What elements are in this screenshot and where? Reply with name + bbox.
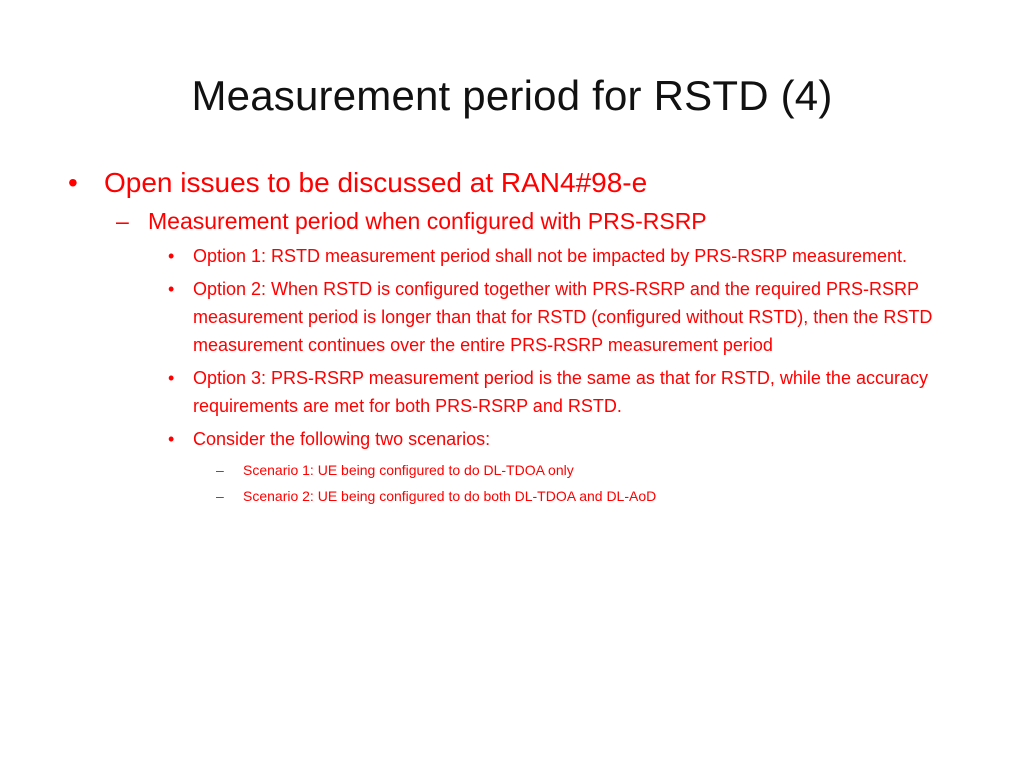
bullet-open-issues bbox=[60, 164, 980, 202]
sub-item-text: Measurement period when configured with PRS-RSRP bbox=[148, 208, 707, 234]
consider-text: Consider the following two scenarios: bbox=[193, 429, 491, 449]
bullet-icon: • bbox=[168, 368, 175, 388]
bullet-icon: • bbox=[68, 167, 78, 198]
dash-icon: – bbox=[216, 462, 224, 478]
dash-icon: – bbox=[216, 488, 224, 504]
bullet-icon: • bbox=[168, 429, 175, 449]
option-text: Option 2: When RSTD is configured together with PRS-RSRP and the required PRS-RSRP measurement period is longer than that for RSTD (configured without RSTD), then the RSTD measurement continues over the entire PRS-RSRP measurement period bbox=[193, 279, 933, 355]
dash-icon: – bbox=[116, 208, 129, 234]
bullet-icon: • bbox=[168, 279, 175, 299]
scenario-text: Scenario 2: UE being configured to do both DL-TDOA and DL-AoD bbox=[243, 488, 657, 504]
sub-item-measurement-period bbox=[60, 206, 980, 236]
scenario-2 bbox=[60, 484, 980, 508]
slide-content bbox=[60, 164, 980, 510]
option-text: Option 3: PRS-RSRP measurement period is the same as that for RSTD, while the accuracy requirements are met for both PRS-RSRP and RSTD. bbox=[193, 368, 928, 416]
bullet-text: Open issues to be discussed at RAN4#98-e bbox=[104, 167, 648, 198]
option-1 bbox=[60, 242, 953, 270]
slide-title: Measurement period for RSTD (4) bbox=[191, 72, 833, 119]
scenario-text: Scenario 1: UE being configured to do DL-TDOA only bbox=[243, 462, 574, 478]
option-3 bbox=[60, 364, 953, 420]
bullet-icon: • bbox=[168, 246, 175, 266]
consider-scenarios bbox=[60, 425, 953, 453]
option-2 bbox=[60, 275, 953, 359]
option-text: Option 1: RSTD measurement period shall not be impacted by PRS-RSRP measurement. bbox=[193, 246, 907, 266]
scenario-1 bbox=[60, 458, 980, 482]
